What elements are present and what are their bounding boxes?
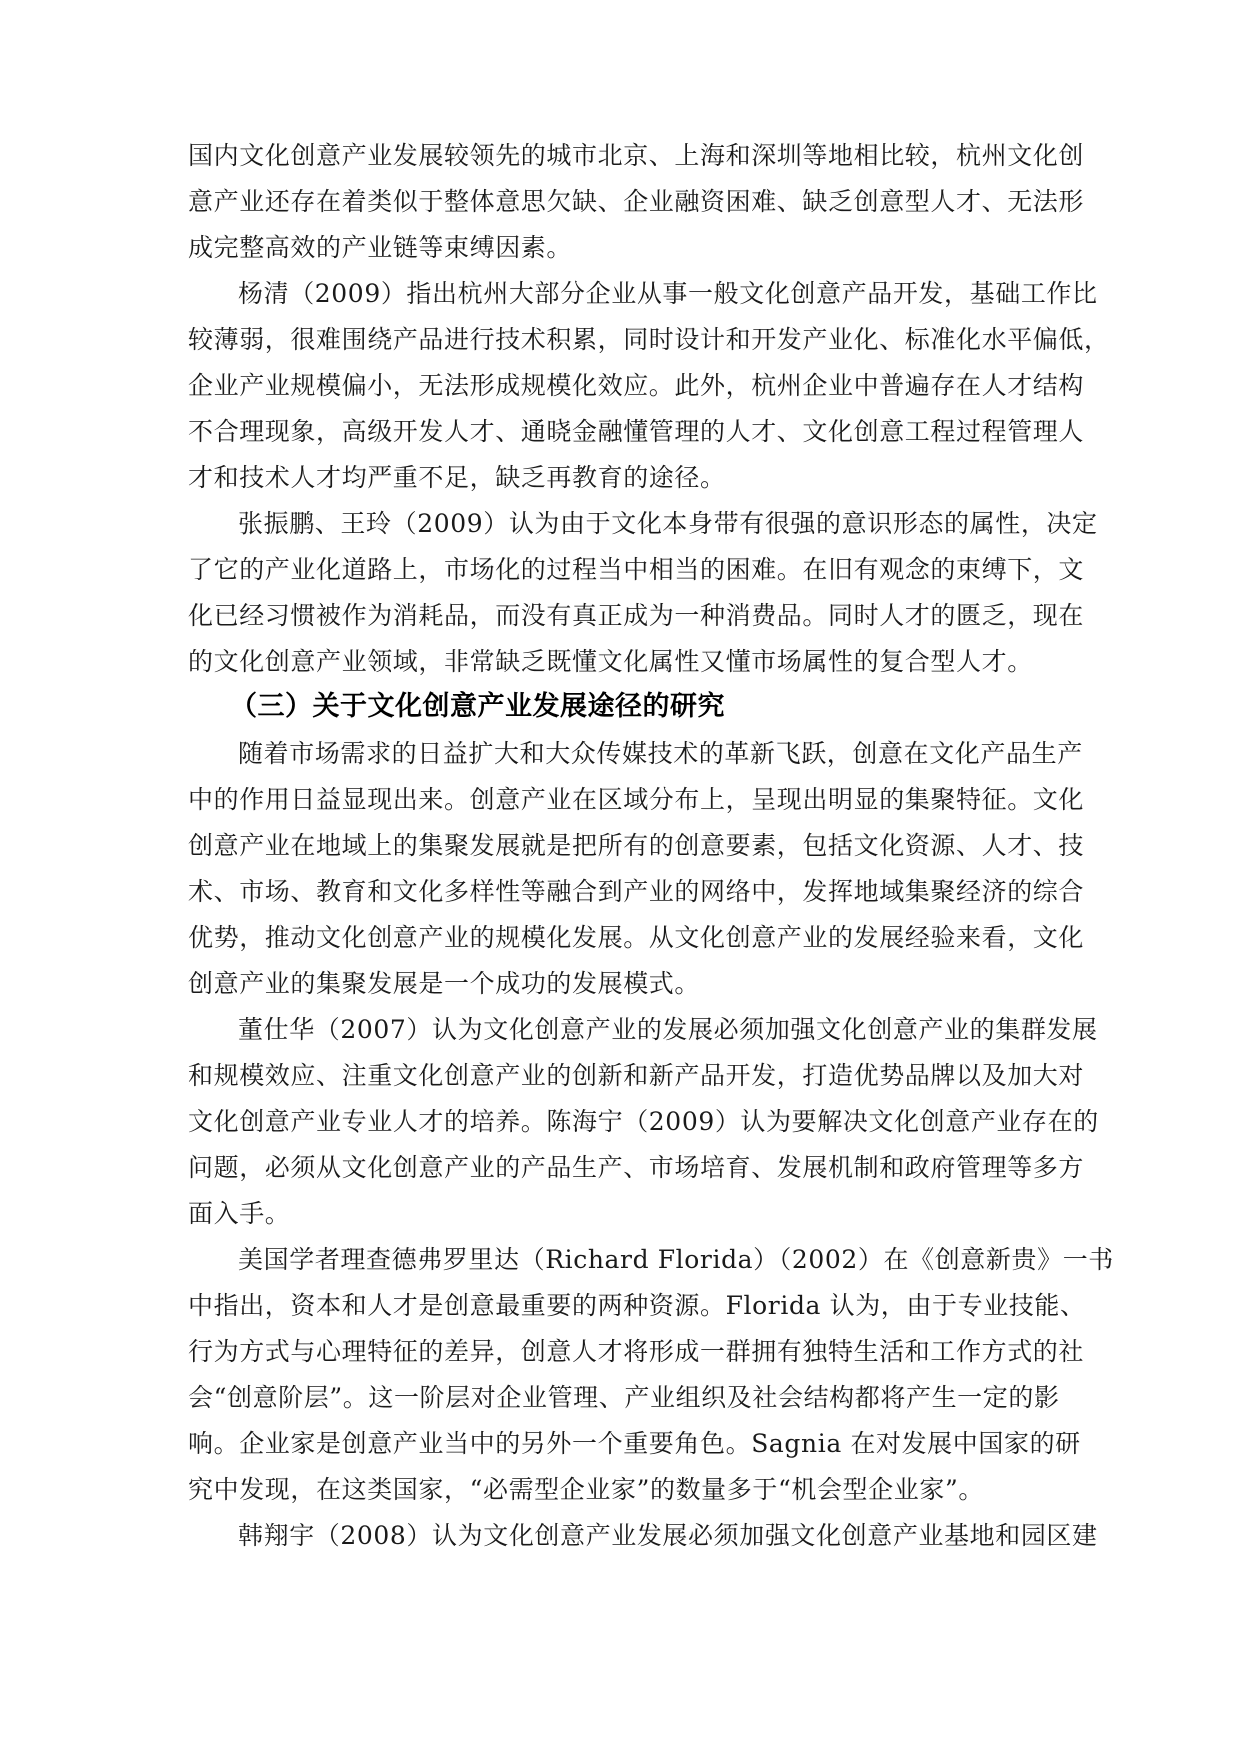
paragraph-line: 成完整高效的产业链等束缚因素。 — [188, 233, 573, 262]
paragraph-line: 才和技术人才均严重不足，缺乏再教育的途径。 — [188, 463, 726, 492]
paragraph-line: 较薄弱，很难围绕产品进行技术积累，同时设计和开发产业化、标准化水平偏低， — [188, 325, 1110, 354]
paragraph-line: 行为方式与心理特征的差异，创意人才将形成一群拥有独特生活和工作方式的社 — [188, 1337, 1085, 1366]
paragraph-line: 面入手。 — [188, 1199, 291, 1228]
paragraph-line: 韩翔宇（2008）认为文化创意产业发展必须加强文化创意产业基地和园区建 — [238, 1521, 1098, 1550]
paragraph-line: 响。企业家是创意产业当中的另外一个重要角色。Sagnia 在对发展中国家的研 — [188, 1429, 1081, 1458]
paragraph-line: 化已经习惯被作为消耗品，而没有真正成为一种消费品。同时人才的匮乏，现在 — [188, 601, 1085, 630]
paragraph-line: 中的作用日益显现出来。创意产业在区域分布上，呈现出明显的集聚特征。文化 — [188, 785, 1085, 814]
paragraph-line: 问题，必须从文化创意产业的产品生产、市场培育、发展机制和政府管理等多方 — [188, 1153, 1085, 1182]
paragraph-line: 文化创意产业专业人才的培养。陈海宁（2009）认为要解决文化创意产业存在的 — [188, 1107, 1099, 1136]
paragraph-line: 优势，推动文化创意产业的规模化发展。从文化创意产业的发展经验来看，文化 — [188, 923, 1085, 952]
paragraph-line: 张振鹏、王玲（2009）认为由于文化本身带有很强的意识形态的属性，决定 — [238, 509, 1098, 538]
paragraph-line: 杨清（2009）指出杭州大部分企业从事一般文化创意产品开发，基础工作比 — [238, 279, 1098, 308]
paragraph-line: 随着市场需求的日益扩大和大众传媒技术的革新飞跃，创意在文化产品生产 — [238, 739, 1083, 768]
paragraph-line: 了它的产业化道路上，市场化的过程当中相当的困难。在旧有观念的束缚下，文 — [188, 555, 1085, 584]
paragraph-line: 究中发现，在这类国家，“必需型企业家”的数量多于“机会型企业家”。 — [188, 1475, 984, 1504]
paragraph-line: 不合理现象，高级开发人才、通晓金融懂管理的人才、文化创意工程过程管理人 — [188, 417, 1085, 446]
paragraph-line: 美国学者理查德弗罗里达（Richard Florida）（2002）在《创意新贵》一书 — [238, 1245, 1114, 1274]
paragraph-line: 创意产业在地域上的集聚发展就是把所有的创意要素，包括文化资源、人才、技 — [188, 831, 1085, 860]
paragraph-line: 董仕华（2007）认为文化创意产业的发展必须加强文化创意产业的集群发展 — [238, 1015, 1098, 1044]
paragraph-line: 中指出，资本和人才是创意最重要的两种资源。Florida 认为，由于专业技能、 — [188, 1291, 1086, 1320]
paragraph-line: 创意产业的集聚发展是一个成功的发展模式。 — [188, 969, 701, 998]
paragraph-line: 术、市场、教育和文化多样性等融合到产业的网络中，发挥地域集聚经济的综合 — [188, 877, 1085, 906]
paragraph-line: 意产业还存在着类似于整体意思欠缺、企业融资困难、缺乏创意型人才、无法形 — [188, 187, 1085, 216]
paragraph-line: 企业产业规模偏小，无法形成规模化效应。此外，杭州企业中普遍存在人才结构 — [188, 371, 1085, 400]
section-heading: （三）关于文化创意产业发展途径的研究 — [230, 691, 725, 722]
paragraph-line: 国内文化创意产业发展较领先的城市北京、上海和深圳等地相比较，杭州文化创 — [188, 141, 1085, 170]
paragraph-line: 会“创意阶层”。这一阶层对企业管理、产业组织及社会结构都将产生一定的影 — [188, 1383, 1060, 1412]
paragraph-line: 的文化创意产业领域，非常缺乏既懂文化属性又懂市场属性的复合型人才。 — [188, 647, 1033, 676]
paragraph-line: 和规模效应、注重文化创意产业的创新和新产品开发，打造优势品牌以及加大对 — [188, 1061, 1085, 1090]
